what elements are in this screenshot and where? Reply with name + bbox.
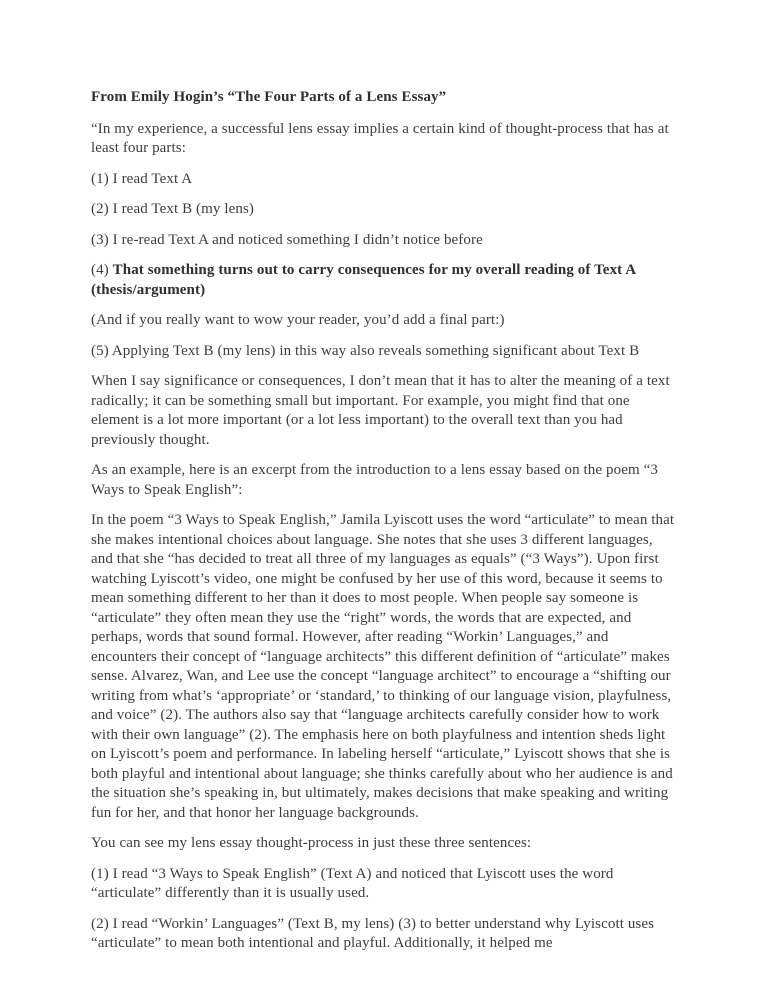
list-item-3: (3) I re-read Text A and noticed something I didn’t notice before	[91, 231, 483, 248]
paragraph-wow: (And if you really want to wow your reader, you’d add a final part:)	[91, 312, 505, 328]
paragraph-sentence-2: (2) I read “Workin’ Languages” (Text B, my lens) (3) to better understand why Lyiscott uses “articulate” to mean both intentional and playful. Additionally, it helped me	[91, 915, 655, 951]
list-item-2: (2) I read Text B (my lens)	[91, 201, 254, 217]
paragraph-sentence-1: (1) I read “3 Ways to Speak English” (Text A) and noticed that Lyiscott uses the word “articulate” differently than it is usually used.	[91, 865, 614, 901]
list-item-4-bold-text: That something turns out to carry consequences for my overall reading of Text A (thesis/argument)	[91, 262, 636, 298]
document-title: From Emily Hogin’s “The Four Parts of a Lens Essay”	[91, 89, 447, 105]
paragraph-excerpt: In the poem “3 Ways to Speak English,” Jamila Lyiscott uses the word “articulate” to mean that she makes intentional choices about language. She notes that she uses 3 different languages, and that she “has decided to treat all three of my languages as equals” (“3 Ways”). Upon first watching Lyiscott’s video, one might be confused by her use of this word, because it seems to mean something different to her than it does to most people. When people say someone is “articulate” they often mean they use the “right” words, the words that are expected, and perhaps, words that sound formal. However, after reading “Workin’ Languages,” and encounters their concept of “language architects” this different definition of “articulate” makes sense. Alvarez, Wan, and Lee use the concept “language architect” to encourage a “shifting our writing from what’s ‘appropriate’ or ‘standard,’ to thinking of our language vision, playfulness, and voice” (2). The authors also say that “language architects carefully consider how to work with their own language” (2). The emphasis here on both playfulness and intention sheds light on Lyiscott’s poem and performance. In labeling herself “articulate,” Lyiscott shows that she is both playful and intentional about language; she thinks carefully about who her audience is and the situation she’s speaking in, but ultimately, makes decisions that make speaking and writing fun for her, and that honor her language backgrounds.	[91, 512, 675, 821]
list-item-4-number: (4)	[91, 262, 113, 278]
paragraph-intro: “In my experience, a successful lens essay implies a certain kind of thought-process that has at least four parts:	[91, 120, 669, 156]
paragraph-three-sentences: You can see my lens essay thought-process in just these three sentences:	[91, 835, 532, 851]
list-item-5: (5) Applying Text B (my lens) in this way also reveals something significant about Text B	[91, 342, 640, 359]
document-body	[91, 88, 677, 954]
list-item-4	[91, 261, 677, 300]
list-item-1: (1) I read Text A	[91, 170, 193, 187]
paragraph-example-intro: As an example, here is an excerpt from the introduction to a lens essay based on the poem “3 Ways to Speak English”:	[91, 462, 658, 498]
paragraph-significance: When I say significance or consequences, I don’t mean that it has to alter the meaning of a text radically; it can be something small but important. For example, you might find that one element is a lot more important (or a lot less important) to the overall text than you had previously thought.	[91, 373, 670, 448]
